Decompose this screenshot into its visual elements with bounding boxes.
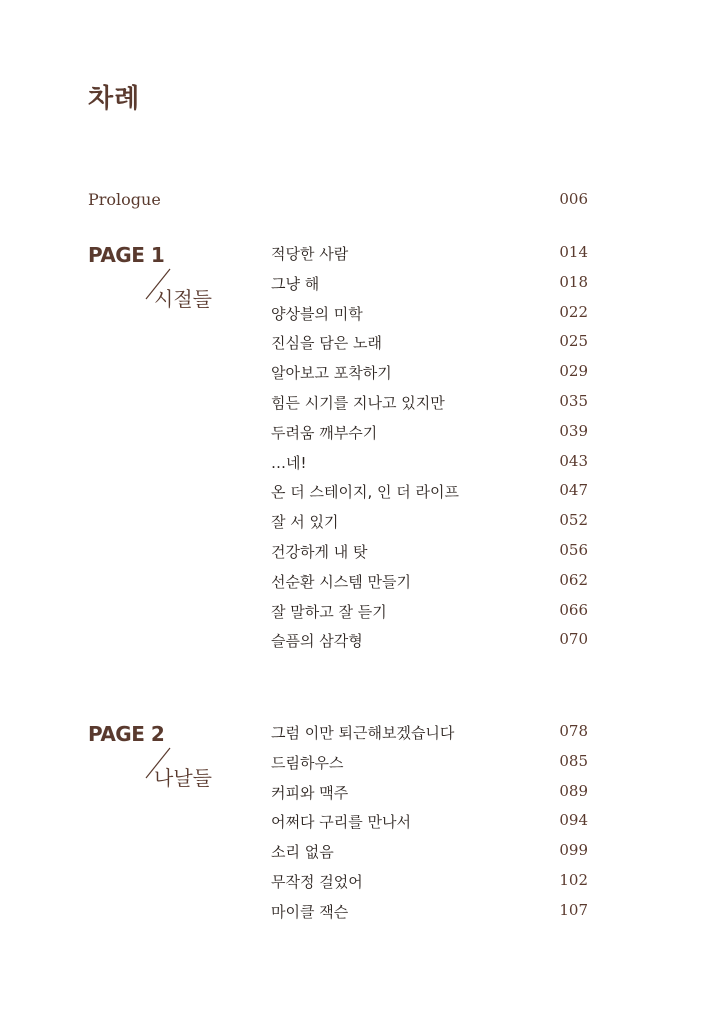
section-title: PAGE 1 — [88, 243, 165, 267]
chapter-entry[interactable] — [271, 571, 588, 601]
chapter-entry[interactable] — [271, 392, 588, 422]
chapter-entry[interactable] — [271, 243, 588, 273]
chapter-title: 선순환 시스템 만들기 — [271, 572, 411, 591]
chapter-title: 두려움 깨부수기 — [271, 423, 378, 442]
chapter-title: 온 더 스테이지, 인 더 라이프 — [271, 483, 459, 502]
prologue-entry[interactable] — [88, 190, 588, 212]
chapter-page-number: 102 — [559, 870, 588, 889]
chapter-page-number: 089 — [559, 781, 588, 800]
prologue-page-number: 006 — [559, 190, 588, 208]
chapter-page-number: 062 — [559, 570, 588, 589]
chapter-entry[interactable] — [271, 811, 588, 841]
chapter-title: 진심을 담은 노래 — [271, 334, 382, 353]
chapter-page-number: 094 — [559, 811, 588, 830]
chapter-title: 어쩌다 구리를 만나서 — [271, 813, 411, 832]
chapter-title: 마이클 잭슨 — [271, 902, 349, 921]
chapter-title: 적당한 사람 — [271, 245, 349, 263]
chapter-page-number: 056 — [559, 540, 588, 559]
chapter-title: 건강하게 내 탓 — [271, 542, 368, 561]
chapter-entry[interactable] — [271, 422, 588, 452]
prologue-label: Prologue — [88, 190, 161, 209]
chapter-title: 그냥 해 — [271, 274, 320, 293]
chapter-entry[interactable] — [271, 332, 588, 362]
section-subtitle: 나날들 — [154, 766, 212, 790]
chapter-page-number: 018 — [559, 272, 588, 291]
chapter-entry[interactable] — [271, 752, 588, 782]
chapter-title: 드림하우스 — [271, 753, 344, 772]
chapter-list — [271, 722, 588, 931]
chapter-page-number: 039 — [559, 421, 588, 440]
chapter-entry[interactable] — [271, 871, 588, 901]
chapter-page-number: 035 — [559, 391, 588, 410]
chapter-title: …네! — [271, 453, 307, 472]
chapter-title: 잘 서 있기 — [271, 513, 339, 532]
chapter-entry[interactable] — [271, 273, 588, 303]
chapter-title: 무작정 걸었어 — [271, 872, 363, 891]
chapter-entry[interactable] — [271, 452, 588, 482]
chapter-page-number: 014 — [559, 243, 588, 261]
chapter-page-number: 066 — [559, 600, 588, 619]
chapter-page-number: 085 — [559, 751, 588, 770]
chapter-page-number: 029 — [559, 362, 588, 381]
chapter-title: 양상블의 미학 — [271, 304, 363, 323]
chapter-entry[interactable] — [271, 601, 588, 631]
chapter-list — [271, 243, 588, 660]
chapter-entry[interactable] — [271, 303, 588, 333]
chapter-title: 잘 말하고 잘 듣기 — [271, 602, 387, 621]
chapter-page-number: 047 — [559, 481, 588, 500]
chapter-title: 알아보고 포착하기 — [271, 364, 392, 383]
chapter-entry[interactable] — [271, 541, 588, 571]
chapter-page-number: 052 — [559, 511, 588, 530]
toc-title: 차례 — [88, 84, 141, 114]
chapter-entry[interactable] — [271, 362, 588, 392]
chapter-page-number: 070 — [559, 630, 588, 649]
chapter-page-number: 022 — [559, 302, 588, 321]
chapter-title: 소리 없음 — [271, 843, 334, 862]
chapter-page-number: 099 — [559, 841, 588, 860]
chapter-entry[interactable] — [271, 782, 588, 812]
chapter-entry[interactable] — [271, 901, 588, 931]
chapter-title: 커피와 맥주 — [271, 783, 349, 802]
chapter-entry[interactable] — [271, 511, 588, 541]
chapter-title: 슬픔의 삼각형 — [271, 632, 363, 651]
chapter-title: 힘든 시기를 지나고 있지만 — [271, 393, 445, 412]
chapter-page-number: 078 — [559, 722, 588, 740]
chapter-entry[interactable] — [271, 630, 588, 660]
chapter-title: 그럼 이만 퇴근해보겠습니다 — [271, 724, 455, 742]
chapter-page-number: 107 — [559, 900, 588, 919]
chapter-page-number: 043 — [559, 451, 588, 470]
chapter-entry[interactable] — [271, 841, 588, 871]
section-subtitle: 시절들 — [154, 287, 212, 311]
chapter-entry[interactable] — [271, 481, 588, 511]
chapter-page-number: 025 — [559, 332, 588, 351]
section-title: PAGE 2 — [88, 722, 165, 746]
chapter-entry[interactable] — [271, 722, 588, 752]
